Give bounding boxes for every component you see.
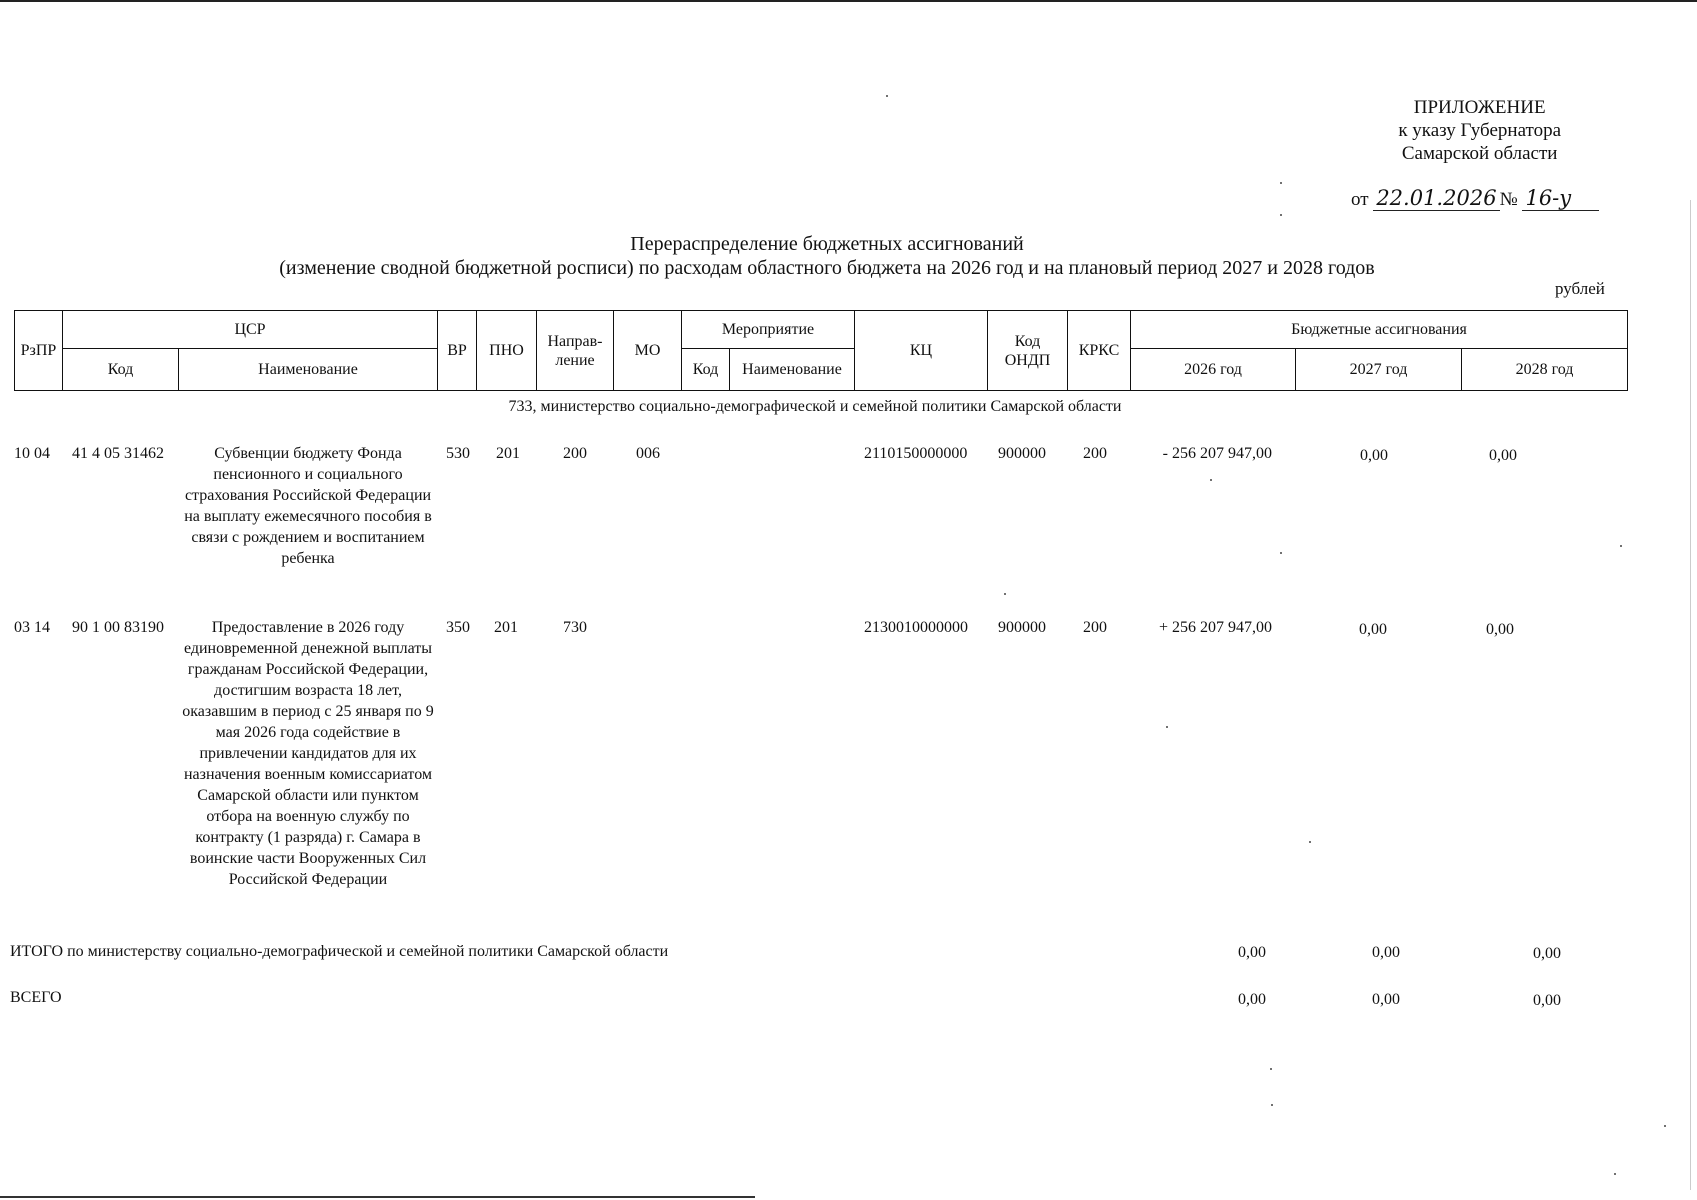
header-kc: КЦ — [855, 311, 988, 391]
scan-speck — [1270, 1068, 1272, 1070]
header-allocations: Бюджетные ассигнования — [1131, 311, 1628, 349]
header-2027: 2027 год — [1296, 349, 1462, 391]
cell-2026: - 256 207 947,00 — [1162, 445, 1272, 462]
document-subtitle: (изменение сводной бюджетной росписи) по расходам областного бюджета на 2026 год и на плановый период 2027 и 2028 годов — [279, 257, 1375, 279]
cell-ondp: 900000 — [998, 445, 1046, 462]
scan-speck — [1271, 1104, 1273, 1106]
cell-2028: 0,00 — [1486, 621, 1514, 638]
scan-speck — [1614, 1173, 1616, 1175]
document-title: Перераспределение бюджетных ассигнований — [630, 233, 1024, 255]
header-pno: ПНО — [477, 311, 537, 391]
units-label: рублей — [1555, 279, 1605, 298]
cell-name: Субвенции бюджету Фонда пенсионного и социального страхования Российской Федерации на выплату ежемесячного пособия в связи с рождением и воспитанием ребенка — [184, 445, 432, 567]
scan-speck — [1664, 1125, 1666, 1127]
appendix-title: ПРИЛОЖЕНИЕ — [1413, 97, 1546, 118]
cell-rzpr: 10 04 — [14, 445, 50, 462]
scan-speck — [1004, 593, 1006, 595]
cell-direction: 730 — [563, 619, 587, 636]
cell-pno: 201 — [496, 445, 520, 462]
grand-total-label: ВСЕГО — [10, 989, 62, 1006]
cell-2028: 0,00 — [1489, 447, 1517, 464]
scan-speck — [1620, 545, 1622, 547]
cell-csr-code: 41 4 05 31462 — [72, 445, 164, 462]
grand-total-2026: 0,00 — [1238, 991, 1266, 1008]
appendix-block — [1398, 96, 1561, 165]
scan-border-bottom — [0, 1196, 755, 1198]
cell-krks: 200 — [1083, 619, 1107, 636]
ministry-total-2028: 0,00 — [1533, 945, 1561, 962]
header-krks: КРКС — [1068, 311, 1131, 391]
scan-speck — [1309, 841, 1311, 843]
header-csr-name: Наименование — [179, 349, 438, 391]
cell-krks: 200 — [1083, 445, 1107, 462]
grand-total-2027: 0,00 — [1372, 991, 1400, 1008]
scan-border-top — [0, 0, 1697, 2]
scan-speck — [1280, 214, 1282, 216]
header-event-code: Код — [682, 349, 730, 391]
cell-ondp: 900000 — [998, 619, 1046, 636]
cell-2027: 0,00 — [1359, 621, 1387, 638]
table-header — [14, 310, 1628, 391]
scan-speck — [1280, 552, 1282, 554]
scan-speck — [1280, 182, 1282, 184]
cell-csr-code: 90 1 00 83190 — [72, 619, 164, 636]
cell-name: Предоставление в 2026 году единовременной денежной выплаты гражданам Российской Федерации, достигшим возраста 18 лет, оказавшим в период с 25 января по 9 мая 2026 года содействие в привлечении кандидатов для их назначения военным комиссариатом Самарской области или пунктом отбора на военную службу по контракту (1 разряда) г. Самара в воинские части Вооруженных Сил Российской Федерации — [182, 619, 434, 888]
header-vr: ВР — [438, 311, 477, 391]
cell-vr: 350 — [446, 619, 470, 636]
grand-total-2028: 0,00 — [1533, 992, 1561, 1009]
section-title: 733, министерство социально-демографической и семейной политики Самарской области — [508, 398, 1122, 415]
cell-vr: 530 — [446, 445, 470, 462]
scan-border-right — [1690, 200, 1691, 1190]
order-date: 22.01.2026 — [1373, 186, 1499, 211]
cell-pno: 201 — [494, 619, 518, 636]
header-ondp: Код ОНДП — [988, 311, 1068, 391]
header-2026: 2026 год — [1131, 349, 1296, 391]
header-csr-code: Код — [63, 349, 179, 391]
scan-speck — [1210, 479, 1212, 481]
order-number: 16-у — [1522, 186, 1599, 211]
ministry-total-2027: 0,00 — [1372, 944, 1400, 961]
ministry-total-label: ИТОГО по министерству социально-демографической и семейной политики Самарской области — [10, 943, 669, 960]
from-label: от — [1351, 189, 1369, 210]
cell-direction: 200 — [563, 445, 587, 462]
header-2028: 2028 год — [1462, 349, 1628, 391]
header-rzpr: РзПР — [15, 311, 63, 391]
cell-2027: 0,00 — [1360, 447, 1388, 464]
number-label: № — [1499, 189, 1518, 210]
scan-speck — [1166, 726, 1168, 728]
ministry-total-2026: 0,00 — [1238, 944, 1266, 961]
header-event: Мероприятие — [682, 311, 855, 349]
cell-2026: + 256 207 947,00 — [1158, 619, 1272, 636]
appendix-line-2: к указу Губернатора — [1398, 120, 1561, 141]
cell-mo: 006 — [636, 445, 660, 462]
header-direction: Направ-ление — [537, 311, 614, 391]
header-mo: МО — [614, 311, 682, 391]
cell-kc: 2110150000000 — [864, 445, 968, 462]
cell-rzpr: 03 14 — [14, 619, 50, 636]
order-reference — [1351, 186, 1599, 211]
cell-kc: 2130010000000 — [864, 619, 968, 636]
appendix-line-3: Самарской области — [1401, 143, 1558, 164]
header-event-name: Наименование — [730, 349, 855, 391]
header-csr: ЦСР — [63, 311, 438, 349]
scan-speck — [886, 95, 888, 97]
